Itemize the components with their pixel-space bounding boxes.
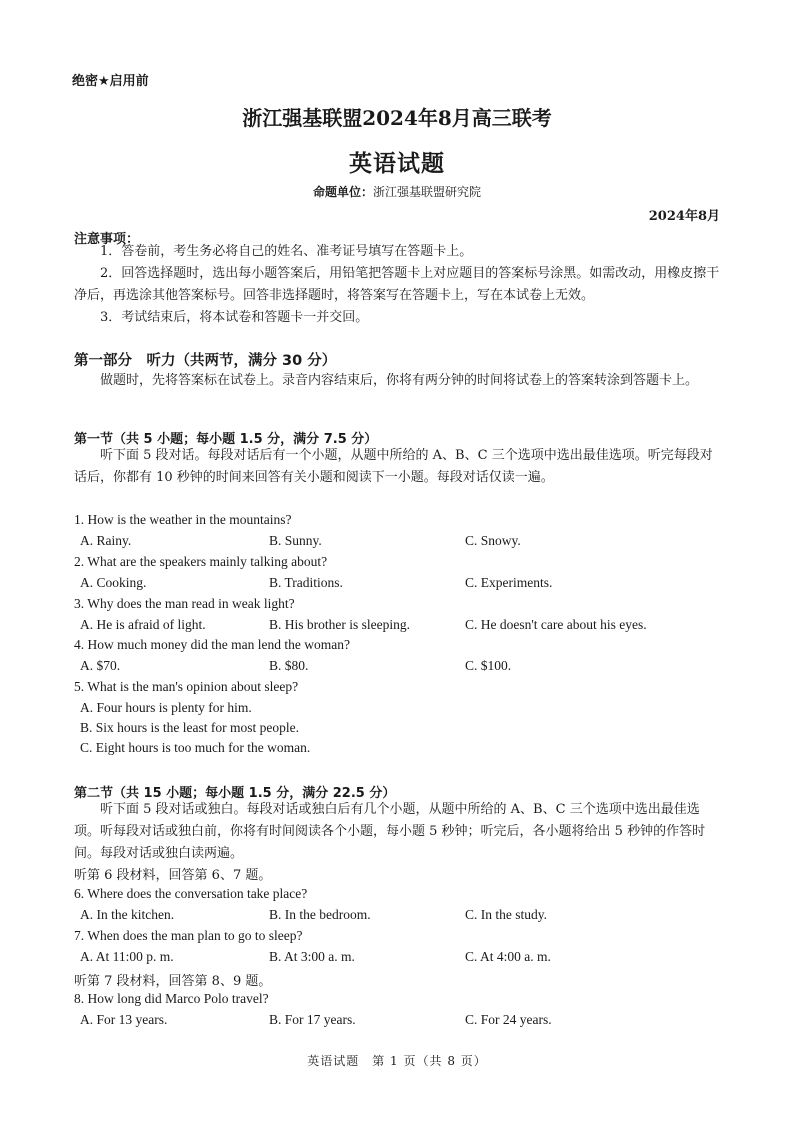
q6-option-b: B. In the bedroom.: [269, 907, 371, 922]
q3-option-c: C. He doesn't care about his eyes.: [465, 617, 647, 632]
q1-option-b: B. Sunny.: [269, 533, 322, 548]
section2-instruction: 听下面 5 段对话或独白。每段对话或独白后有几个小题，从题中所给的 A、B、C 三个选项中选出最佳选项。听每段对话或独白前，你将有时间阅读各个小题，每小题 5 秒钟；听完后，各小题将给出 5 秒钟的作答时间。每段对话或独白读两遍。: [74, 802, 706, 861]
compiler-unit: [0, 183, 794, 200]
q2-option-b: B. Traditions.: [269, 575, 343, 590]
q7-option-c: C. At 4:00 a. m.: [465, 949, 551, 964]
notice-item-3: 3．考试结束后，将本试卷和答题卡一并交回。: [100, 310, 369, 325]
q2-option-c: C. Experiments.: [465, 575, 553, 590]
question-6: 6. Where does the conversation take place?: [74, 886, 308, 901]
q4-option-b: B. $80.: [269, 658, 309, 673]
question-7: 7. When does the man plan to go to sleep?: [74, 928, 303, 943]
section1-instruction: 听下面 5 段对话。每段对话后有一个小题，从题中所给的 A、B、C 三个选项中选出最佳选项。听完每段对话后，你都有 10 秒钟的时间来回答有关小题和阅读下一小题。每段对话仅读一遍。: [74, 448, 713, 485]
notice-item-1: 1．答卷前，考生务必将自己的姓名、准考证号填写在答题卡上。: [100, 244, 473, 259]
question-3: 3. Why does the man read in weak light?: [74, 596, 295, 611]
part1-instruction: 做题时，先将答案标在试卷上。录音内容结束后，你将有两分钟的时间将试卷上的答案转涂到答题卡上。: [100, 373, 699, 388]
q7-option-b: B. At 3:00 a. m.: [269, 949, 355, 964]
material-7-note: 听第 7 段材料，回答第 8、9 题。: [74, 974, 272, 989]
q7-option-a: A. At 11:00 p. m.: [80, 949, 174, 964]
q8-option-c: C. For 24 years.: [465, 1012, 552, 1027]
q6-option-c: C. In the study.: [465, 907, 547, 922]
q4-option-c: C. $100.: [465, 658, 512, 673]
subject-title: 英语试题: [349, 150, 445, 177]
q2-option-a: A. Cooking.: [80, 575, 147, 590]
q3-option-b: B. His brother is sleeping.: [269, 617, 410, 632]
question-4: 4. How much money did the man lend the woman?: [74, 637, 350, 652]
q8-option-b: B. For 17 years.: [269, 1012, 356, 1027]
part1-heading: 第一部分 听力（共两节，满分 30 分）: [74, 353, 337, 369]
q5-option-c: C. Eight hours is too much for the woman.: [80, 740, 311, 755]
q6-option-a: A. In the kitchen.: [80, 907, 175, 922]
q5-option-a: A. Four hours is plenty for him.: [80, 700, 252, 715]
section2-heading: 第二节（共 15 小题；每小题 1.5 分，满分 22.5 分）: [74, 786, 396, 801]
q8-option-a: A. For 13 years.: [80, 1012, 168, 1027]
section1-heading: 第一节（共 5 小题；每小题 1.5 分，满分 7.5 分）: [74, 432, 378, 447]
q3-option-a: A. He is afraid of light.: [80, 617, 206, 632]
notice-heading: 注意事项：: [74, 232, 140, 247]
q1-option-c: C. Snowy.: [465, 533, 521, 548]
compiler-unit-label: 命题单位：: [312, 185, 373, 199]
exam-title: 浙江强基联盟2024年8月高三联考: [242, 106, 552, 130]
question-1: 1. How is the weather in the mountains?: [74, 512, 292, 527]
q1-option-a: A. Rainy.: [80, 533, 132, 548]
notice-item-2: 2．回答选择题时，选出每小题答案后，用铅笔把答题卡上对应题目的答案标号涂黑。如需改动，用橡皮擦干净后，再选涂其他答案标号。回答非选择题时，将答案写在答题卡上，写在本试卷上无效。: [74, 266, 720, 303]
question-2: 2. What are the speakers mainly talking about?: [74, 554, 328, 569]
confidential-label: 绝密★启用前: [72, 74, 149, 89]
q5-option-b: B. Six hours is the least for most people.: [80, 720, 299, 735]
material-6-note: 听第 6 段材料，回答第 6、7 题。: [74, 868, 272, 883]
page-footer: 英语试题 第 1 页（共 8 页）: [307, 1054, 487, 1068]
exam-date: 2024年8月: [648, 209, 720, 224]
question-5: 5. What is the man's opinion about sleep?: [74, 679, 299, 694]
question-8: 8. How long did Marco Polo travel?: [74, 991, 269, 1006]
compiler-unit-value: 浙江强基联盟研究院: [373, 185, 482, 199]
q4-option-a: A. $70.: [80, 658, 121, 673]
